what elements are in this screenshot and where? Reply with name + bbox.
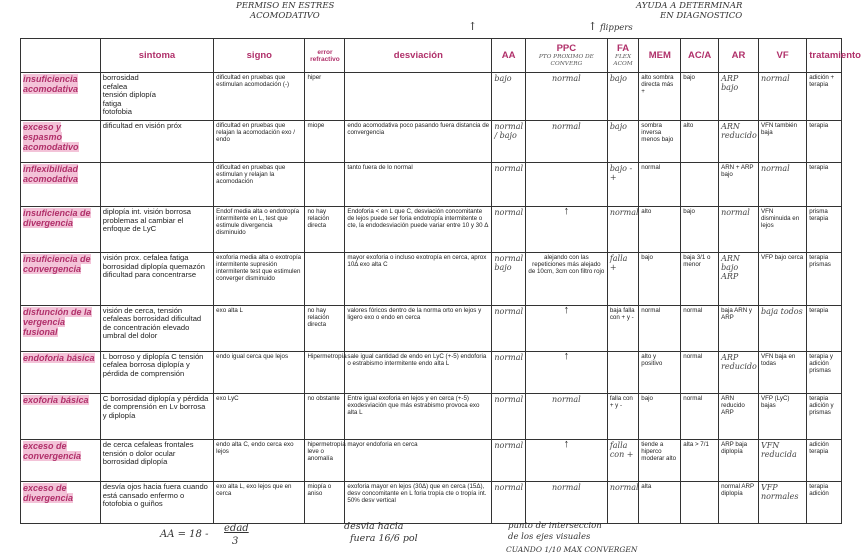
handwritten-value: ARP reducido (721, 352, 757, 371)
cell-signo (214, 351, 305, 393)
cell-trat (807, 393, 842, 439)
handwritten-value: normal (721, 208, 750, 218)
cell-text: normal ARP diplopía (721, 483, 754, 497)
header-signo: signo (214, 39, 305, 73)
cell-aa (492, 163, 526, 207)
cell-cond (21, 351, 101, 393)
cell-signo (214, 121, 305, 163)
cell-text: tiende a hiperco moderar alto (641, 441, 677, 463)
cell-aa (492, 121, 526, 163)
cell-error (305, 163, 345, 207)
header-ppc (525, 39, 607, 73)
cell-sintoma (100, 305, 213, 351)
cell-text: visión de cerca, tensión cefaleas borrosidad dificultad de concentración elevado umbral del dolor (102, 305, 202, 341)
cell-fa (607, 73, 638, 121)
cell-text: exoforia media alta o exotropía intermitente supresión intermitente test que estimulen converger disminuido (216, 254, 302, 283)
cell-text: tanto fuera de lo normal (347, 164, 413, 172)
cell-text: no hay relación directa (307, 306, 330, 328)
cell-text: Entre igual exoforia en lejos y en cerca (+-5) exodesviación que más estrabismo provoca exo alta L (347, 394, 480, 416)
cell-trat (807, 163, 842, 207)
cell-fa (607, 207, 638, 253)
cell-text: mayor endoforia en cerca (347, 441, 418, 449)
table-row (21, 482, 842, 524)
up-arrow-icon: ↑ (563, 349, 570, 362)
handwritten-value: bajo - + (609, 164, 633, 183)
cell-mem (639, 121, 681, 163)
cell-aa (492, 351, 526, 393)
cell-error (305, 253, 345, 305)
cell-text: hipermetropía leve o anomalía (307, 441, 346, 463)
annotation-top-right-2: EN DIAGNOSTICO (660, 11, 743, 21)
condition-label: exoforia básica (23, 394, 89, 405)
cell-vf (758, 440, 806, 482)
cell-ppc (525, 482, 607, 524)
cell-vf (758, 482, 806, 524)
annotation-top-left-1: PERMISO EN ESTRES (236, 1, 335, 11)
header-vf: VF (758, 39, 806, 73)
cell-text: baja falla con + y - (609, 306, 635, 321)
cell-fa (607, 253, 638, 305)
cell-error (305, 351, 345, 393)
cell-ar (719, 482, 759, 524)
cell-text: exo alta L, exo lejos que en cerca (216, 483, 292, 497)
cell-aa (492, 393, 526, 439)
cell-vf (758, 351, 806, 393)
condition-label: insuficiencia de convergencia (23, 254, 91, 275)
cell-signo (214, 482, 305, 524)
condition-label: exceso de convergencia (23, 441, 82, 462)
cell-vf (758, 305, 806, 351)
cell-desv (345, 440, 492, 482)
handwritten-value: bajo (609, 122, 627, 132)
cell-desv (345, 482, 492, 524)
table-row (21, 305, 842, 351)
header-tratamiento: tratamiento (807, 39, 842, 73)
cell-text: hiper (307, 74, 322, 81)
cell-trat (807, 121, 842, 163)
cell-trat (807, 253, 842, 305)
cell-text: miopía o aniso (307, 483, 332, 497)
cell-text: alto y positivo (641, 352, 663, 367)
cell-trat (807, 73, 842, 121)
cell-text: visión prox. cefalea fatiga borrosidad diplopía quemazón dificultad para concentrarse (102, 253, 205, 280)
condition-label: endoforia básica (23, 352, 95, 363)
handwritten-value: normal (494, 394, 524, 404)
annotation-top-right-1: AYUDA A DETERMINAR (636, 1, 743, 11)
cell-text: VFN baja en todas (760, 352, 796, 367)
cell-text: miope (307, 122, 325, 130)
handwritten-value: bajo (609, 74, 627, 83)
cell-desv (345, 393, 492, 439)
cell-ar (719, 305, 759, 351)
cell-vf (758, 393, 806, 439)
condition-label: exceso de divergencia (23, 483, 74, 503)
cell-ar (719, 121, 759, 163)
handwritten-value: normal (494, 208, 524, 218)
cell-fa (607, 121, 638, 163)
up-arrow-icon: ↑ (563, 438, 570, 451)
cell-text: sombra inversa menos bajo (641, 122, 674, 144)
header-aa: AA (492, 39, 526, 73)
cell-text: bajo (641, 254, 653, 262)
header-mem: MEM (639, 39, 681, 73)
cell-trat (807, 482, 842, 524)
cell-text: exoforia mayor en lejos (30Δ) que en cerca (15Δ), desv concomitante en L foria tropía cte o tropía int. 50% desv vertical (347, 483, 487, 504)
cell-text: endo alta C, endo cerca exo lejos (216, 441, 294, 456)
header-fa-note: FLEX ACOM (613, 54, 633, 67)
handwritten-value: normal (552, 74, 581, 83)
cell-error (305, 440, 345, 482)
handwritten-value: bajo (494, 74, 512, 83)
cell-sintoma (100, 253, 213, 305)
cell-signo (214, 207, 305, 253)
cell-text: normal (641, 164, 661, 172)
cell-desv (345, 207, 492, 253)
handwritten-value: falla con + (609, 441, 634, 460)
table-row (21, 121, 842, 163)
cell-ppc (525, 440, 607, 482)
cell-text: terapia (809, 306, 829, 314)
annotation-bottom-right-2: de los ejes visuales (508, 532, 591, 542)
cell-text: prisma terapia (809, 208, 829, 223)
cell-sintoma (100, 393, 213, 439)
handwritten-value: ARP bajo (721, 74, 739, 92)
cell-signo (214, 163, 305, 207)
cell-signo (214, 305, 305, 351)
cell-text: diplopía int. visión borrosa problemas al cambiar el enfoque de LyC (102, 207, 192, 234)
handwritten-value: normal (609, 208, 639, 218)
cell-cond (21, 482, 101, 524)
cell-mem (639, 482, 681, 524)
table-row (21, 253, 842, 305)
cell-desv (345, 305, 492, 351)
table-body (21, 73, 842, 524)
cell-text: L borroso y diplopía C tensión cefalea borrosa diplopía y pérdida de comprensión (102, 351, 204, 378)
cell-fa (607, 482, 638, 524)
cell-text: terapia adición (809, 483, 829, 497)
annotation-bottom-mid-1: desvia hacia (344, 521, 404, 532)
cell-ar (719, 73, 759, 121)
header-fa-label: FA (616, 43, 630, 54)
cell-ppc (525, 305, 607, 351)
header-sintoma: sintoma (100, 39, 213, 73)
handwritten-value: VFN reducida (760, 441, 797, 460)
cell-text: endo acomodativa poco pasando fuera distancia de convergencia (347, 122, 490, 137)
cell-text: borrosidad cefalea tensión diplopía fatiga fotofobia (102, 73, 156, 116)
cell-text: alta (641, 483, 652, 490)
cell-cond (21, 253, 101, 305)
cell-ppc (525, 253, 607, 305)
handwritten-value: normal (494, 306, 524, 316)
cell-text: alto (641, 208, 652, 216)
cell-desv (345, 253, 492, 305)
header-desviacion: desviación (345, 39, 492, 73)
table-row (21, 351, 842, 393)
cell-text: bajo (683, 208, 695, 216)
cell-text: desvía ojos hacia fuera cuando está cansado enfermo o fotofobia o guiños (102, 482, 208, 508)
cell-mem (639, 305, 681, 351)
up-arrow-icon: ↑ (563, 303, 570, 316)
diagnosis-table (20, 38, 861, 524)
cell-text: adición + terapia (809, 74, 835, 88)
annotation-flippers: flippers (600, 23, 633, 33)
cell-aca (681, 305, 719, 351)
annotation-bottom-right-3: CUANDO 1/10 MAX CONVERGEN (506, 545, 638, 554)
cell-text: baja 3/1 o menor (683, 254, 711, 269)
handwritten-value: normal (609, 483, 639, 492)
cell-aca (681, 121, 719, 163)
handwritten-value: normal (552, 483, 581, 492)
cell-vf (758, 121, 806, 163)
annotation-top-left-2: ACOMODATIVO (250, 11, 320, 21)
cell-text: de cerca cefaleas frontales tensión o dolor ocular borrosidad diplopía (102, 440, 194, 467)
table-row (21, 163, 842, 207)
cell-aca (681, 73, 719, 121)
cell-text: alto sombra directa más + (641, 74, 674, 95)
header-error: error refractivo (305, 39, 345, 73)
cell-text: mayor exoforia o incluso exotropía en cerca, aprox 10Δ exo alta C (347, 254, 487, 269)
cell-ppc (525, 351, 607, 393)
cell-trat (807, 305, 842, 351)
cell-aa (492, 440, 526, 482)
cell-signo (214, 393, 305, 439)
handwritten-value: normal (552, 122, 581, 132)
cell-text: normal (683, 306, 703, 314)
cell-text: normal (683, 394, 703, 402)
cell-mem (639, 351, 681, 393)
cell-cond (21, 207, 101, 253)
cell-vf (758, 73, 806, 121)
cell-aa (492, 253, 526, 305)
cell-cond (21, 163, 101, 207)
cell-signo (214, 253, 305, 305)
cell-text: sale igual cantidad de endo en LyC (+-5) endoforia o estrabismo intermitente endo alta L (347, 352, 487, 367)
cell-text: normal (683, 352, 703, 360)
cell-aca (681, 482, 719, 524)
cell-sintoma (100, 440, 213, 482)
cell-text: no hay relación directa (307, 208, 330, 230)
cell-ar (719, 351, 759, 393)
header-ppc-label: PPC (556, 43, 577, 54)
cell-text: VFN también baja (760, 122, 798, 137)
cell-ppc (525, 207, 607, 253)
up-arrow-icon: ↑ (563, 205, 570, 218)
cell-aa (492, 305, 526, 351)
cell-text: endo igual cerca que lejos (216, 352, 289, 360)
cell-trat (807, 351, 842, 393)
cell-sintoma (100, 163, 213, 207)
table-row (21, 440, 842, 482)
cell-text: alta > 7/1 (683, 441, 709, 449)
cell-signo (214, 73, 305, 121)
cell-desv (345, 163, 492, 207)
cell-text: bajo (641, 394, 653, 402)
cell-ar (719, 253, 759, 305)
cell-mem (639, 440, 681, 482)
cell-mem (639, 207, 681, 253)
cell-ppc (525, 393, 607, 439)
cell-text: terapia (809, 164, 829, 172)
cell-text: VFP (LyC) bajas (760, 394, 790, 409)
cell-error (305, 121, 345, 163)
cell-error (305, 482, 345, 524)
handwritten-value: normal (552, 394, 581, 404)
table-row (21, 207, 842, 253)
cell-sintoma (100, 207, 213, 253)
annotation-bottom-mid-2: fuera 16/6 pol (350, 533, 418, 544)
cell-aa (492, 207, 526, 253)
cell-sintoma (100, 351, 213, 393)
cell-error (305, 305, 345, 351)
cell-fa (607, 440, 638, 482)
cell-text: dificultad en pruebas que estimulan y relajan la acomodación (216, 164, 286, 186)
table-row (21, 73, 842, 121)
cell-ar (719, 440, 759, 482)
cell-text: ARN + ARP bajo (721, 164, 754, 179)
cell-text: C borrosidad diplopía y pérdida de comprensión en Lv borrosa y diplopía (102, 393, 209, 420)
cell-trat (807, 207, 842, 253)
header-ar: AR (719, 39, 759, 73)
handwritten-value: normal (760, 74, 790, 83)
cell-text: VFN disminuida en lejos (760, 208, 800, 230)
cell-text: terapia (809, 122, 829, 130)
cell-vf (758, 163, 806, 207)
handwritten-value: normal (760, 164, 790, 174)
cell-fa (607, 393, 638, 439)
cell-aca (681, 253, 719, 305)
handwritten-value: baja todos (760, 306, 803, 316)
cell-text: VFP bajo cerca (760, 254, 804, 262)
cell-aca (681, 207, 719, 253)
cell-text: terapia prismas (809, 254, 831, 269)
cell-text: adición terapia (809, 441, 829, 456)
cell-error (305, 73, 345, 121)
cell-sintoma (100, 482, 213, 524)
handwritten-value: normal (494, 441, 524, 451)
cell-text: terapia adición y prismas (809, 394, 834, 416)
cell-aca (681, 351, 719, 393)
cell-cond (21, 121, 101, 163)
handwritten-value: normal (494, 164, 524, 174)
cell-sintoma (100, 73, 213, 121)
cell-text: Endoforia < en L que C, desviación concomitante de lejos puede ser foria endotropía intermitente o cte, la endodesviación puede variar entre 10 y 30 Δ (347, 208, 489, 230)
cell-aca (681, 393, 719, 439)
cell-text: dificultad en pruebas que relajan la acomodación exo / endo (216, 122, 295, 144)
cell-text: dificultad en pruebas que estimulan acomodación (-) (216, 74, 290, 88)
cell-mem (639, 73, 681, 121)
cell-fa (607, 163, 638, 207)
header-empty (21, 39, 101, 73)
header-aca: AC/A (681, 39, 719, 73)
cell-ppc (525, 73, 607, 121)
handwritten-value: normal (494, 352, 524, 362)
condition-label: inflexibilidad acomodativa (23, 164, 79, 185)
condition-label: insuficiencia acomodativa (23, 74, 79, 94)
cell-ar (719, 393, 759, 439)
cell-text: ARN reducido ARP (721, 394, 745, 416)
cell-cond (21, 305, 101, 351)
header-fa (607, 39, 638, 73)
handwritten-value: falla + (609, 254, 628, 273)
cell-cond (21, 440, 101, 482)
up-arrow-icon: ↑ (588, 20, 598, 33)
handwritten-value: normal bajo (494, 254, 524, 273)
handwritten-value: ARN bajo ARP (721, 254, 740, 282)
annotation-aa-numerator: edad (224, 523, 249, 534)
cell-ar (719, 207, 759, 253)
cell-ppc (525, 163, 607, 207)
cell-desv (345, 351, 492, 393)
cell-signo (214, 440, 305, 482)
cell-sintoma (100, 121, 213, 163)
cell-text: valores fóricos dentro de la norma orto en lejos y ligero exo o endo en cerca (347, 306, 482, 321)
condition-label: disfunción de la vergencia fusional (23, 306, 92, 337)
cell-vf (758, 253, 806, 305)
cell-text: exo alta L (216, 306, 243, 314)
cell-fa (607, 305, 638, 351)
cell-text: alejando con las repeticiones más alejado de 10cm, 3cm con filtro rojo (528, 254, 605, 276)
handwritten-value: normal / bajo (494, 122, 524, 141)
cell-ar (719, 163, 759, 207)
cell-text: Endof media alta o endotropía intermitente en L, test que estimule divergencia disminuido (216, 208, 300, 237)
cell-cond (21, 393, 101, 439)
cell-text: no obstante (307, 394, 340, 402)
cell-text: ARP baja diplopía (721, 441, 748, 456)
cell-text: terapia y adición prismas (809, 352, 833, 374)
table-header-row (21, 39, 842, 73)
cell-text: exo LyC (216, 394, 239, 402)
cell-text: falla con + y - (609, 394, 633, 409)
cell-trat (807, 440, 842, 482)
cell-aa (492, 73, 526, 121)
cell-cond (21, 73, 101, 121)
cell-text: Hipermetropía (307, 352, 347, 360)
annotation-aa-denominator: 3 (232, 536, 239, 547)
handwritten-value: VFP normales (760, 483, 799, 501)
table-row (21, 393, 842, 439)
cell-error (305, 393, 345, 439)
cell-fa (607, 351, 638, 393)
cell-text: normal (641, 306, 661, 314)
handwritten-value: ARN reducido (721, 122, 757, 141)
cell-aca (681, 440, 719, 482)
cell-mem (639, 253, 681, 305)
condition-label: exceso y espasmo acomodativo (23, 122, 79, 153)
condition-label: insuficiencia de divergencia (23, 208, 91, 229)
cell-vf (758, 207, 806, 253)
cell-text: alto (683, 122, 694, 130)
cell-desv (345, 73, 492, 121)
cell-desv (345, 121, 492, 163)
cell-error (305, 207, 345, 253)
annotation-bottom-right-1: punto de interseccion (508, 521, 602, 531)
cell-aca (681, 163, 719, 207)
cell-text: dificultad en visión próx (102, 121, 182, 131)
header-ppc-note: PTO PROXIMO DE CONVERG (538, 54, 594, 67)
cell-text: bajo (683, 74, 695, 81)
handwritten-value: normal (494, 483, 524, 492)
cell-text: baja ARN y ARP (721, 306, 753, 321)
annotation-aa-formula: AA = 18 - (160, 529, 209, 540)
cell-mem (639, 163, 681, 207)
cell-mem (639, 393, 681, 439)
cell-aa (492, 482, 526, 524)
cell-ppc (525, 121, 607, 163)
up-arrow-icon: ↑ (468, 20, 478, 33)
